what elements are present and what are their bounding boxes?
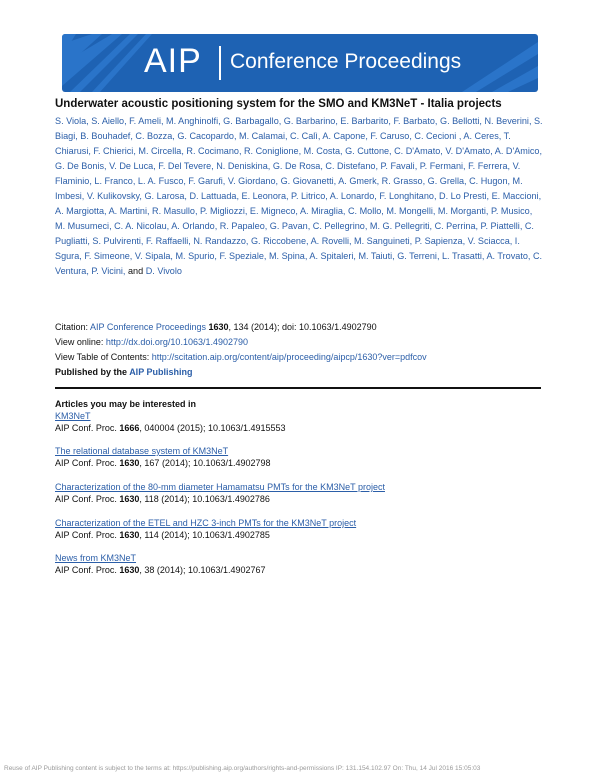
authors-text[interactable]: S. Viola, S. Aiello, F. Ameli, M. Anghinolfi, G. Barbagallo, G. Barbarino, E. Barbarito, F. Barbato, G. Bellotti, N. Beverini, S. Biagi, B. Bouhadef, C. Bozza, G. Cacopardo, M. Calamai, C. Calì, A. Capone, F. Caruso, C. Cecioni , A. Ceres, T. Chiarusi, F. Chierici, M. Circella, R. Cocimano, R. Coniglione, M. Costa, G. Cuttone, C. D'Amato, V. D'Amato, A. D'Amico, G. De Bonis, V. De Luca, F. Del Tevere, N. Deniskina, G. De Rosa, C. Distefano, P. Favali, P. Fermani, F. Ferrera, V. Flaminio, L. Franco, L. A. Fusco, F. Garufi, V. Giordano, G. Giovanetti, A. Gmerk, R. Grasso, G. Grella, C. Hugon, M. Imbesi, V. Kulikovsky, G. Larosa, D. Lattuada, E. Leonora, P. Litrico, A. Lonardo, F. Longhitano, D. Lo Presti, E. Maccioni, A. Margiotta, A. Martini, R. Masullo, P. Migliozzi, E. Migneco, A. Miraglia, C. Mollo, M. Mongelli, M. Morganti, P. Musico, M. Musumeci, C. A. Nicolau, A. Orlando, R. Papaleo, G. Pavan, C. Pellegrino, M. G. Pellegriti, C. Perrina, P. Piattelli, C. Pugliatti, S. Pulvirenti, F. Raffaelli, N. Randazzo, G. Riccobene, A. Rovelli, M. Sanguineti, P. Sapienza, V. Sciacca, I. Sgura, F. Simeone, V. Sipala, M. Spurio, F. Speziale, M. Spina, A. Spitaleri, M. Taiuti, G. Terreni, L. Trasatti, A. Trovato, C. Ventura, P. Vicini, [55,116,543,276]
paper-title: Underwater acoustic positioning system for the SMO and KM3NeT - Italia projects [55,98,502,110]
section-divider [55,387,541,389]
view-online-label: View online: [55,337,104,347]
citation-volume: 1630 [208,322,229,332]
view-online-link[interactable]: http://dx.doi.org/10.1063/1.4902790 [105,337,249,347]
citation-rest: , 134 (2014); doi: 10.1063/1.4902790 [228,322,377,332]
related-article-link[interactable]: The relational database system of KM3NeT [55,446,229,456]
related-article-link[interactable]: News from KM3NeT [55,553,137,563]
related-article-ref: AIP Conf. Proc. 1630, 114 (2014); 10.1063/1.4902785 [55,530,270,540]
related-articles-heading: Articles you may be interested in [55,399,197,409]
related-article-ref: AIP Conf. Proc. 1630, 167 (2014); 10.1063/1.4902798 [55,458,271,468]
related-article [55,410,555,434]
aip-conference-proceedings-banner [62,34,538,92]
related-article [55,481,555,505]
aip-logo-text: AIP [144,42,202,80]
published-label: Published by the [55,367,128,377]
last-author[interactable]: D. Vivolo [145,266,182,276]
view-online-line [55,337,555,347]
related-article-ref: AIP Conf. Proc. 1666, 040004 (2015); 10.1063/1.4915553 [55,423,286,433]
authors-and: and [127,266,144,276]
logo-divider [219,46,221,80]
related-article-ref: AIP Conf. Proc. 1630, 38 (2014); 10.1063/1.4902767 [55,565,266,575]
author-list [55,114,543,279]
reuse-footer: Reuse of AIP Publishing content is subject to the terms at: https://publishing.aip.org/authors/rights-and-permissions IP: 131.154.102.97 On: Thu, 14 Jul 2016 15:05:03 [4,765,481,772]
related-article-link[interactable]: Characterization of the ETEL and HZC 3-inch PMTs for the KM3NeT project [55,518,357,528]
related-article [55,517,555,541]
toc-label: View Table of Contents: [55,352,150,362]
related-article-link[interactable]: Characterization of the 80-mm diameter Hamamatsu PMTs for the KM3NeT project [55,482,385,492]
related-article [55,445,555,469]
related-article-ref: AIP Conf. Proc. 1630, 118 (2014); 10.1063/1.4902786 [55,494,270,504]
banner-subtitle: Conference Proceedings [230,50,462,73]
publisher-link[interactable]: AIP Publishing [129,367,193,377]
toc-link[interactable]: http://scitation.aip.org/content/aip/proceeding/aipcp/1630?ver=pdfcov [151,352,427,362]
published-line [55,367,555,377]
citation-label: Citation: [55,322,89,332]
citation-line [55,322,555,332]
citation-journal-link[interactable]: AIP Conference Proceedings [90,322,206,332]
related-article [55,552,555,576]
toc-line [55,352,555,362]
related-article-link[interactable]: KM3NeT [55,411,91,421]
